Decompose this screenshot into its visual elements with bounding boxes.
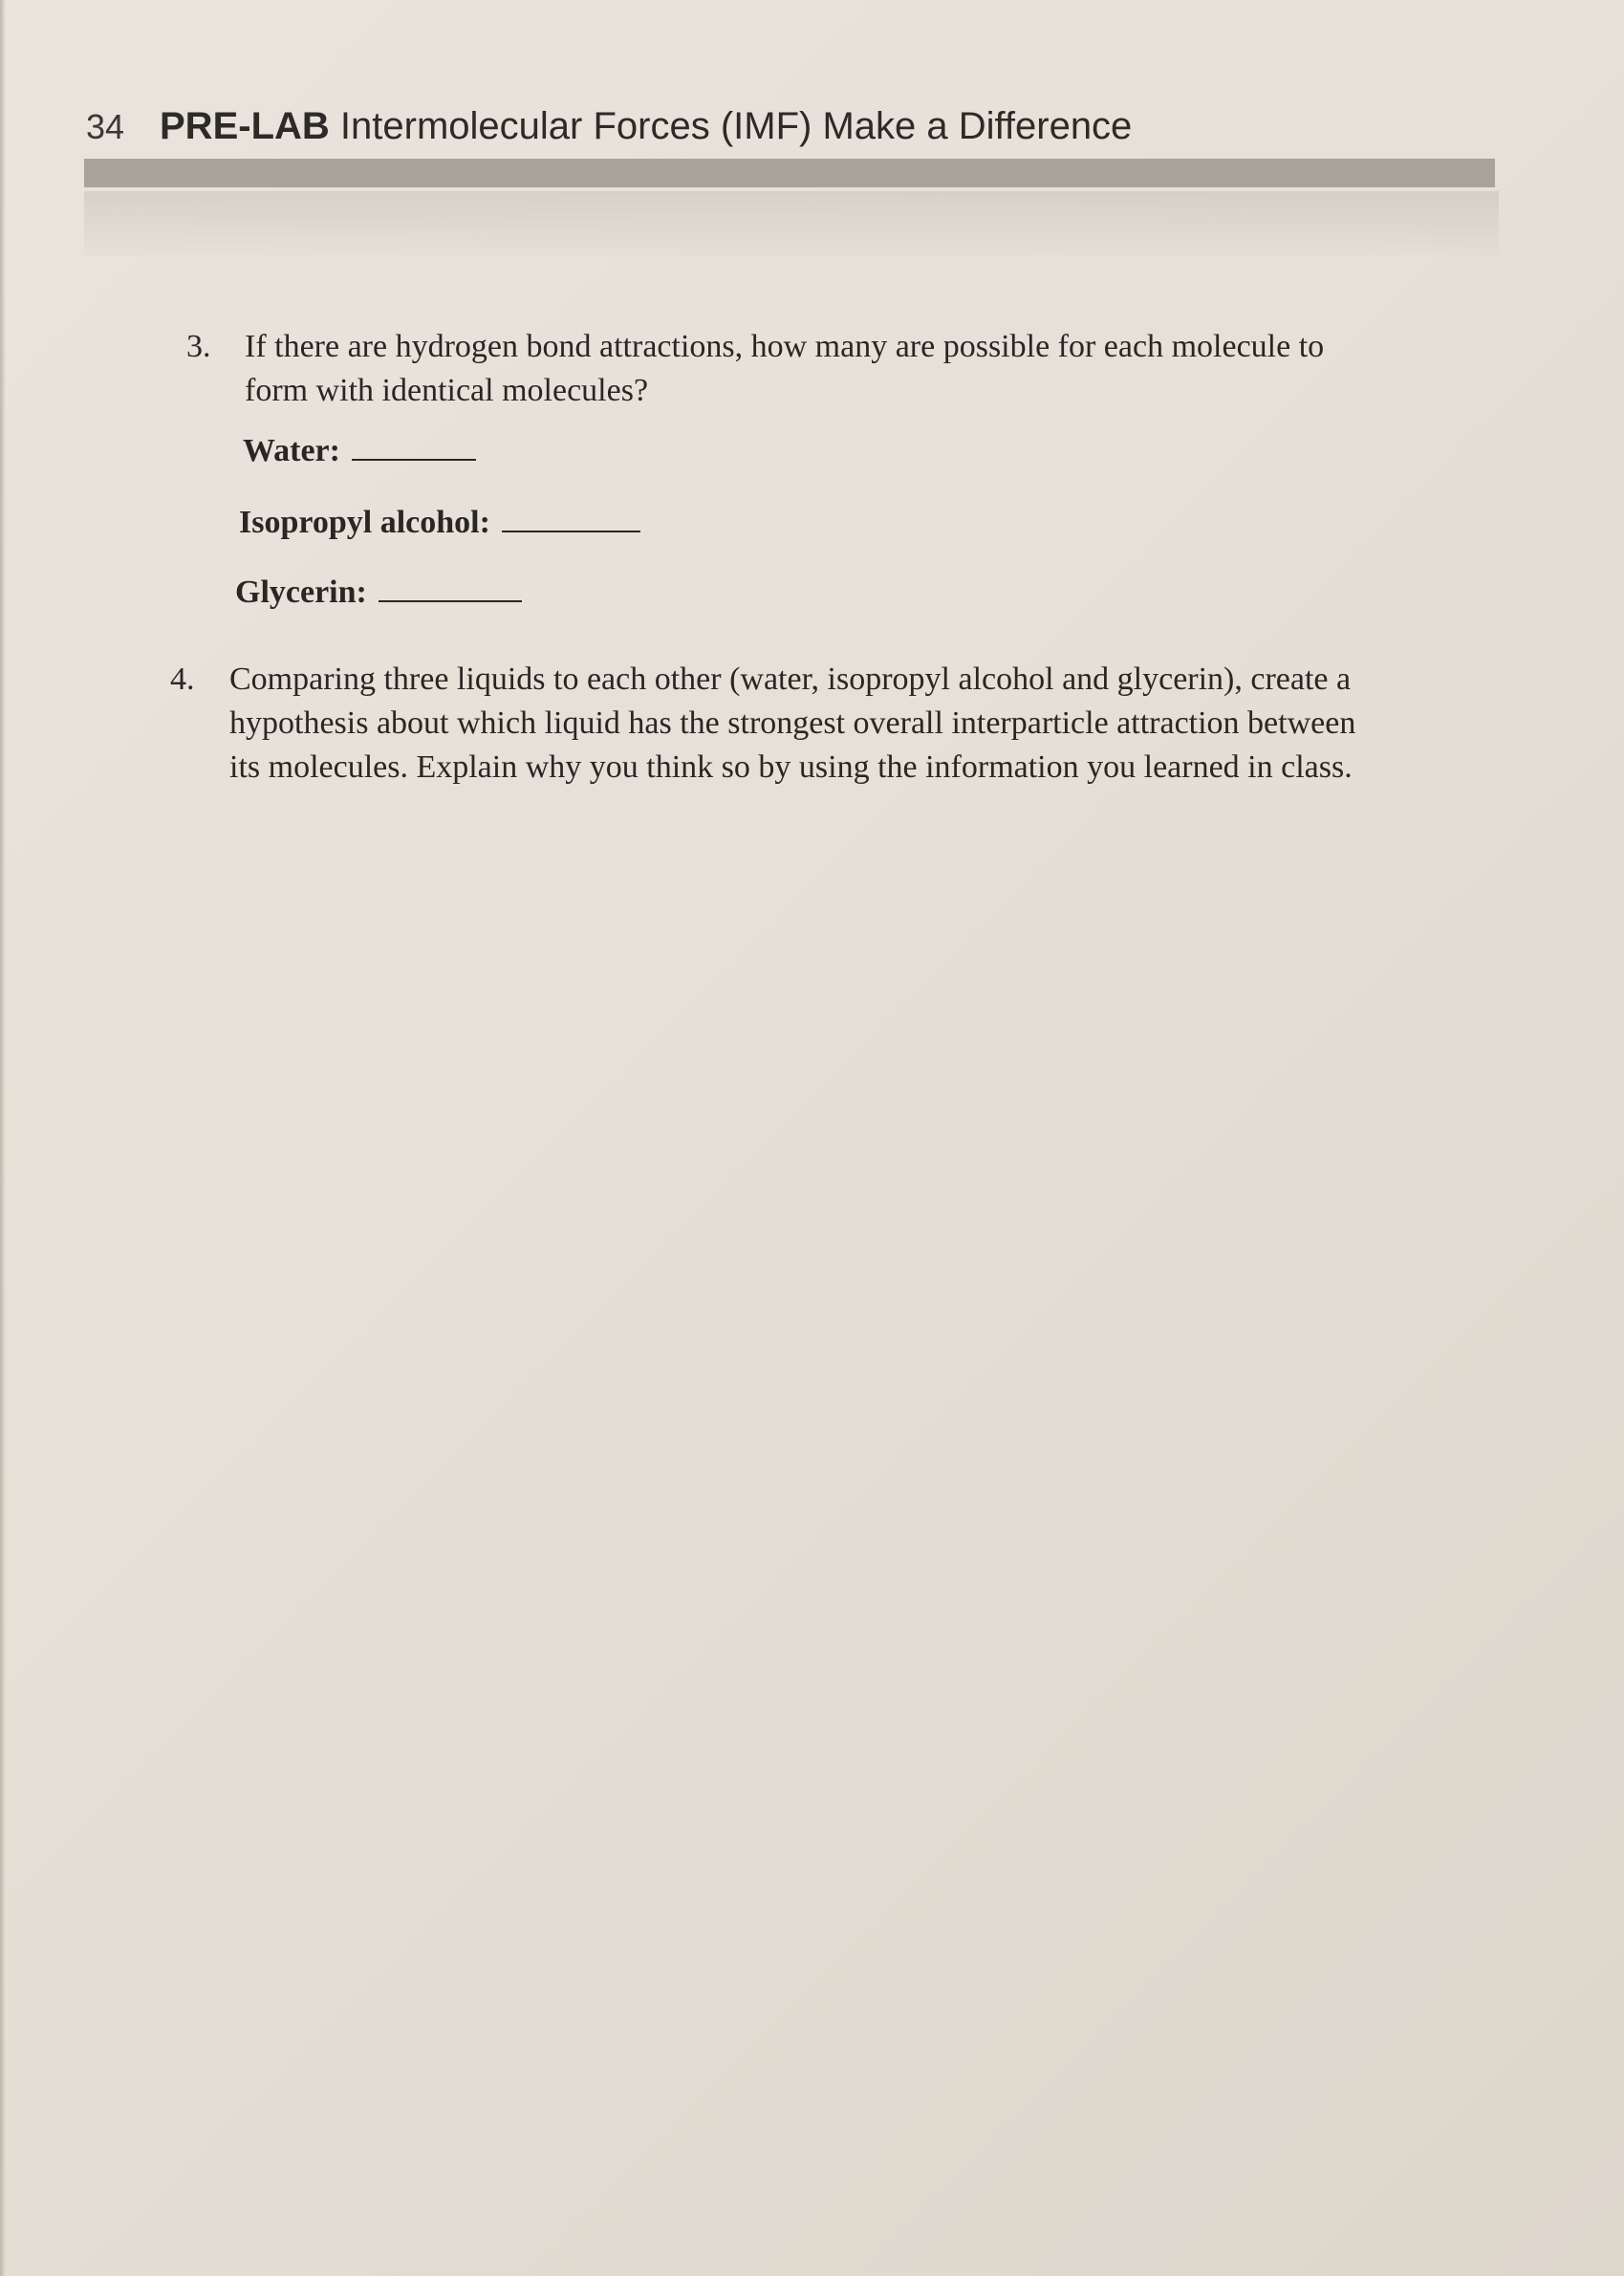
isopropyl-answer — [239, 504, 640, 541]
question-line: its molecules. Explain why you think so by using the information you learned in class. — [229, 749, 1353, 785]
glycerin-answer — [235, 574, 522, 611]
header-title: Intermolecular Forces (IMF) Make a Difference — [339, 105, 1133, 147]
bleed-through-band — [84, 191, 1499, 256]
header-rule — [84, 159, 1495, 187]
question-text — [245, 325, 1459, 413]
question-number: 3. — [186, 329, 211, 364]
question-text — [229, 658, 1458, 790]
question-line: form with identical molecules? — [245, 373, 649, 408]
glycerin-label: Glycerin: — [235, 574, 367, 610]
isopropyl-blank[interactable] — [502, 504, 640, 532]
question-line: Comparing three liquids to each other (water, isopropyl alcohol and glycerin), create a — [229, 661, 1352, 697]
isopropyl-label: Isopropyl alcohol: — [239, 505, 490, 540]
water-answer — [243, 432, 476, 469]
question-line: hypothesis about which liquid has the strongest overall interparticle attraction between — [229, 705, 1356, 741]
page-edge-shadow — [0, 0, 6, 2276]
question-number: 4. — [170, 661, 195, 697]
header-prefix: PRE-LAB — [160, 105, 330, 147]
page-header — [160, 105, 1132, 148]
question-line: If there are hydrogen bond attractions, how many are possible for each molecule to — [245, 329, 1325, 364]
water-blank[interactable] — [352, 432, 476, 461]
water-label: Water: — [243, 433, 340, 468]
page-number: 34 — [86, 107, 125, 146]
glycerin-blank[interactable] — [379, 574, 522, 602]
